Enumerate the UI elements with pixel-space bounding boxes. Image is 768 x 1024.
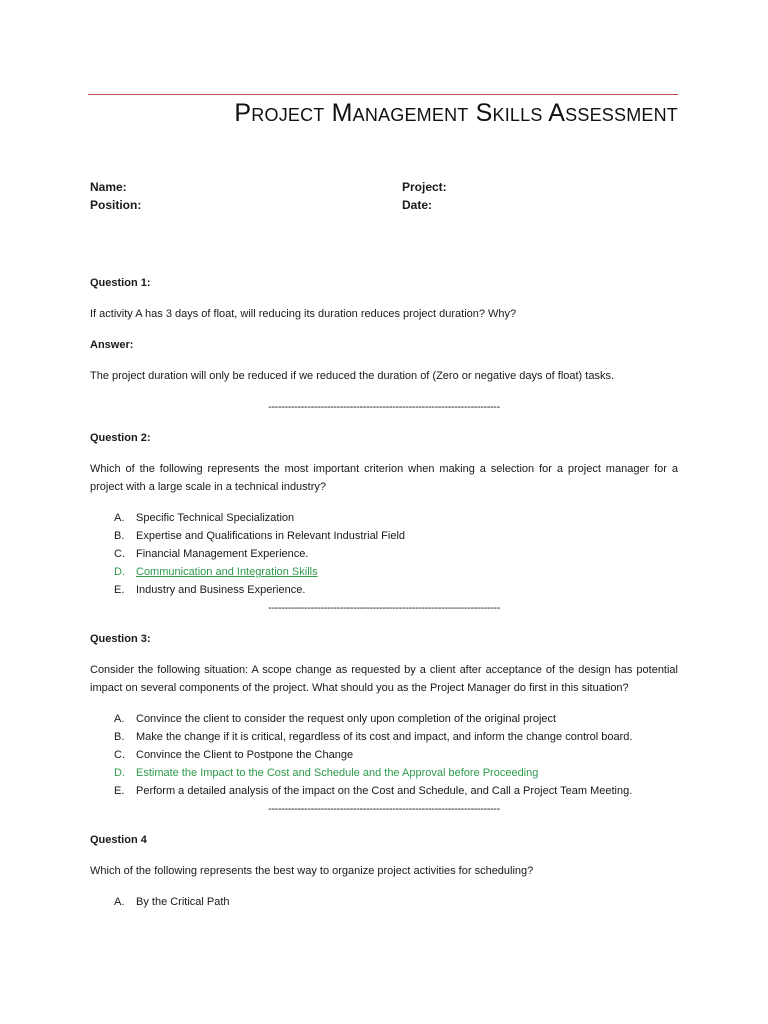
document-body <box>90 274 678 911</box>
option-e: E. Industry and Business Experience. <box>114 584 306 596</box>
question-2-options <box>90 509 678 599</box>
position-label: Position: <box>90 198 142 212</box>
separator: ----------------------------------------------------------------------- <box>268 401 500 413</box>
option-a: A. By the Critical Path <box>114 896 230 908</box>
question-1-heading: Question 1: <box>90 277 151 289</box>
question-4-options <box>90 893 678 911</box>
name-label: Name: <box>90 180 127 194</box>
option-c: C. Financial Management Experience. <box>114 548 309 560</box>
date-label: Date: <box>402 198 433 212</box>
page-title: Project Management Skills Assessment <box>234 99 678 127</box>
option-b: B. Expertise and Qualifications in Relevant Industrial Field <box>114 530 406 542</box>
option-a: A. Convince the client to consider the request only upon completion of the original project <box>114 713 557 725</box>
option-a: A. Specific Technical Specialization <box>114 512 295 524</box>
option-d-correct: D. Communication and Integration Skills <box>114 566 318 578</box>
question-3-heading: Question 3: <box>90 633 151 645</box>
question-2-heading: Question 2: <box>90 432 151 444</box>
option-e: E. Perform a detailed analysis of the impact on the Cost and Schedule, and Call a Project Team Meeting. <box>114 785 633 797</box>
answer-1-heading: Answer: <box>90 339 134 351</box>
meta-right <box>402 178 447 214</box>
project-label: Project: <box>402 180 447 194</box>
question-3-text: Consider the following situation: A scope change as requested by a client after acceptance of the design has potential impact on several components of the project. What should you as the Project Manager do first in this situation? <box>90 664 678 694</box>
separator: ----------------------------------------------------------------------- <box>268 602 500 614</box>
answer-1-text: The project duration will only be reduced if we reduced the duration of (Zero or negative days of float) tasks. <box>90 370 615 382</box>
question-3-options <box>90 710 678 800</box>
option-c: C. Convince the Client to Postpone the Change <box>114 749 354 761</box>
meta-left <box>90 178 141 214</box>
question-1-text: If activity A has 3 days of float, will reducing its duration reduces project duration? Why? <box>90 308 517 320</box>
option-b: B. Make the change if it is critical, regardless of its cost and impact, and inform the change control board. <box>114 731 633 743</box>
option-d-correct: D. Estimate the Impact to the Cost and Schedule and the Approval before Proceeding <box>114 767 539 779</box>
question-2-text: Which of the following represents the most important criterion when making a selection for a project manager for a project with a large scale in a technical industry? <box>90 463 678 493</box>
separator: ----------------------------------------------------------------------- <box>268 803 500 815</box>
question-4-heading: Question 4 <box>90 834 147 846</box>
header-rule <box>88 94 678 95</box>
question-4-text: Which of the following represents the best way to organize project activities for scheduling? <box>90 865 534 877</box>
